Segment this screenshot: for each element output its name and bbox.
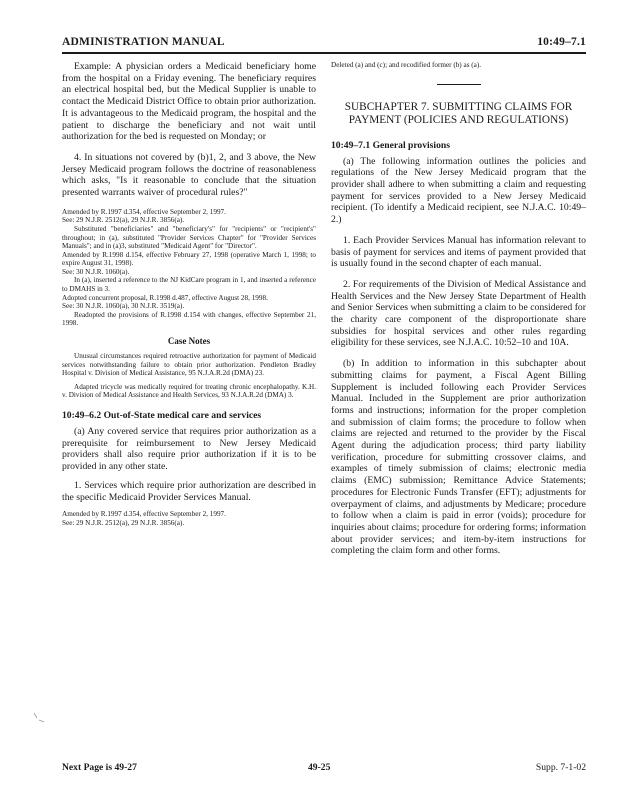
deleted-note: Deleted (a) and (c); and recodified former (b) as (a).	[331, 61, 482, 69]
subchapter-title: SUBCHAPTER 7. SUBMITTING CLAIMS FOR PAYMENT (POLICIES AND REGULATIONS)	[344, 100, 573, 127]
supplement-date: Supp. 7-1-02	[535, 762, 586, 773]
scan-mark	[33, 712, 47, 724]
history-note: Amended by R.1998 d.154, effective February 27, 1998 (operative March 1, 1998; to expire August 31, 1998).	[62, 250, 316, 268]
history-note: In (a), inserted a reference to the NJ KidCare program in 1, and inserted a reference to DMAHS in 3.	[62, 276, 316, 294]
item-4-paragraph: 4. In situations not covered by (b)1, 2, and 3 above, the New Jersey Medicaid program follows the doctrine of reasonableness which asks, "Is it reasonable to conclude that the situation presented warrants waiver of procedural rules?"	[62, 151, 316, 199]
history-note: Readopted the provisions of R.1998 d.154 with changes, effective September 21, 1998.	[62, 310, 316, 328]
paragraph-a: (a) Any covered service that requires prior authorization as a prerequisite for reimbursement to New Jersey Medicaid providers shall also require prior authorization if it is to be provided in any other state.	[62, 426, 316, 473]
item-1-paragraph: 1. Each Provider Services Manual has information relevant to basis of payment for services and items of payment provided that is usually found in the second chapter of each manual.	[331, 234, 586, 270]
header-title: ADMINISTRATION MANUAL	[62, 36, 225, 48]
case-note: Adapted tricycle was medically required for treating chronic encephalopathy. K.H. v. Division of Medical Assistance and Health Services, 93 N.J.A.R.2d (DMA) 3.	[62, 382, 316, 400]
case-notes-heading: Case Notes	[167, 336, 211, 347]
running-header	[62, 36, 586, 50]
separator-rule	[437, 84, 481, 85]
section-heading-7-1: 10:49–7.1 General provisions	[331, 139, 450, 151]
history-notes	[62, 208, 316, 328]
history-note: See: 30 N.J.R. 1060(a).	[62, 267, 130, 276]
page-number: 49-25	[308, 762, 331, 773]
example-paragraph: Example: A physician orders a Medicaid beneficiary home from the hospital on a Friday evening. The beneficiary requires an electrical hospital bed, but the Medical Supplier is unable to contact the Medicaid District Office to obtain prior authorization. It is advantageous to the Medicaid program, the hospital and the patient to discharge the beneficiary and not wait until authorization for the bed is requested on Monday; or	[62, 61, 316, 143]
history-note: See: 30 N.J.R. 1060(a), 30 N.J.R. 3519(a).	[62, 302, 185, 311]
paragraph-a: (a) The following information outlines the policies and regulations of the New Jersey Medicaid program that the provider shall adhere to when submitting a claim and requesting payment for services provided to a New Jersey Medicaid recipient. (To identify a Medicaid recipient, see N.J.A.C. 10:49–2.)	[331, 155, 586, 226]
history-note: Amended by R.1997 d.354, effective September 2, 1997.	[62, 207, 226, 216]
item-1-paragraph: 1. Services which require prior authorization are described in the specific Medicaid Provider Services Manual.	[62, 479, 316, 503]
next-page-note: Next Page is 49-27	[62, 762, 137, 773]
history-note: Amended by R.1997 d.354, effective September 2, 1997.	[62, 510, 226, 519]
history-note: See: 29 N.J.R. 2512(a), 29 N.J.R. 3856(a).	[62, 518, 185, 527]
section-heading-6-2: 10:49–6.2 Out-of-State medical care and services	[62, 410, 262, 422]
case-note: Unusual circumstances required retroactive authorization for payment of Medicaid services notwithstanding failure to obtain prior authorization. Pendleton Bradley Hospital v. Division of Medical Assistance, 95 N.J.A.R.2d (DMA) 23.	[62, 352, 316, 378]
header-section-number: 10:49–7.1	[537, 36, 586, 48]
header-rule	[62, 52, 586, 54]
page-footer	[62, 762, 586, 776]
left-column	[62, 61, 316, 527]
paragraph-b: (b) In addition to information in this subchapter about submitting claims for payment, a Fiscal Agent Billing Supplement is included following each Provider Services Manual. Included in the Supplement are prior authorization forms and instructions; information for the proper completion and submission of claim forms; the procedure to follow when claims are rejected and returned to the provider by the Fiscal Agent during the adjudication process; third party liability verification, procedure for submitting crossover claims, and examples of timely submission of claims; electronic media claims (EMC) submission; Remittance Advice Statements; procedures for Electronic Funds Transfer (EFT); adjustments for overpayment of claims, and adjustments by Medicare; procedure to follow when a claim is paid in error (voids); procedure for inquiries about claims; procedure for ordering forms; information about provider services; and item-by-item instructions for completing the claim form and other forms.	[331, 358, 586, 557]
right-column	[331, 61, 586, 557]
history-note: Substituted "beneficiaries" and "beneficiary's" for "recipients" or "recipient's" throughout; in (a), substituted "Provider Services Chapter" for "Provider Services Manuals"; and in (a)3, substituted "Medicaid Agent" for "Director".	[62, 224, 316, 251]
history-note: Adopted concurrent proposal, R.1998 d.487, effective August 28, 1998.	[62, 293, 268, 302]
history-note: See: 29 N.J.R. 2512(a), 29 N.J.R. 3856(a).	[62, 216, 185, 225]
item-2-paragraph: 2. For requirements of the Division of Medical Assistance and Health Services and the New Jersey State Department of Health and Senior Services when submitting a claim to be considered for the charity care component of the disproportionate share subsidies for hospital services and other rules regarding eligibility for these services, see N.J.A.C. 10:52–10 and 10A.	[331, 278, 586, 349]
